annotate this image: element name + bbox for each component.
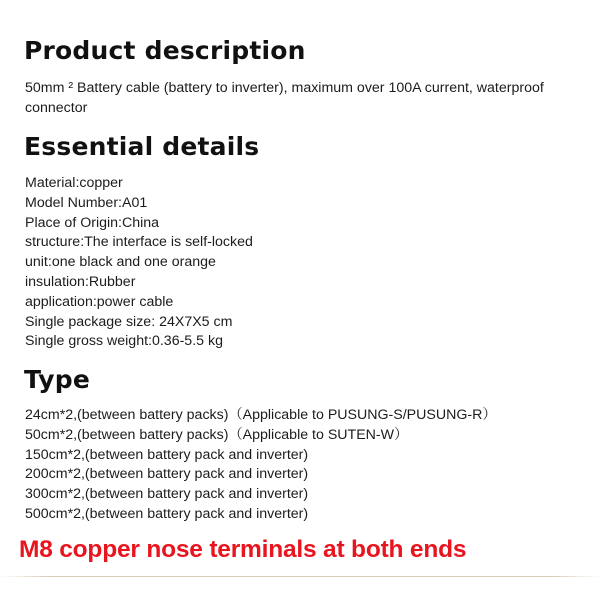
- detail-gross-weight: Single gross weight:0.36-5.5 kg: [25, 333, 223, 350]
- detail-model-number: Model Number:A01: [25, 194, 148, 211]
- product-description-text: 50mm ² Battery cable (battery to inverter), maximum over 100A current, waterproof connector: [25, 80, 544, 116]
- detail-package-size: Single package size: 24X7X5 cm: [25, 313, 233, 330]
- type-item: 50cm*2,(between battery packs)（Applicable to SUTEN-W）: [25, 426, 409, 443]
- essential-details-list: [25, 174, 253, 352]
- type-item: 300cm*2,(between battery pack and inverter): [25, 486, 309, 503]
- detail-structure: structure:The interface is self-locked: [25, 234, 253, 251]
- terminal-highlight-text: M8 copper nose terminals at both ends: [19, 536, 467, 563]
- bottom-divider: [0, 576, 600, 577]
- product-description-heading: Product description: [24, 36, 306, 65]
- detail-place-of-origin: Place of Origin:China: [25, 214, 160, 231]
- detail-insulation: insulation:Rubber: [25, 273, 136, 290]
- type-item: 200cm*2,(between battery pack and inverter): [25, 466, 309, 483]
- type-list: [25, 406, 497, 525]
- essential-details-heading: Essential details: [24, 132, 260, 161]
- type-item: 500cm*2,(between battery pack and inverter): [25, 505, 309, 522]
- type-heading: Type: [24, 365, 91, 394]
- type-item: 24cm*2,(between battery packs)（Applicable to PUSUNG-S/PUSUNG-R）: [25, 407, 497, 423]
- detail-material: Material:copper: [25, 175, 123, 191]
- detail-unit: unit:one black and one orange: [25, 254, 216, 271]
- detail-application: application:power cable: [25, 293, 174, 310]
- type-item: 150cm*2,(between battery pack and inverter): [25, 446, 309, 463]
